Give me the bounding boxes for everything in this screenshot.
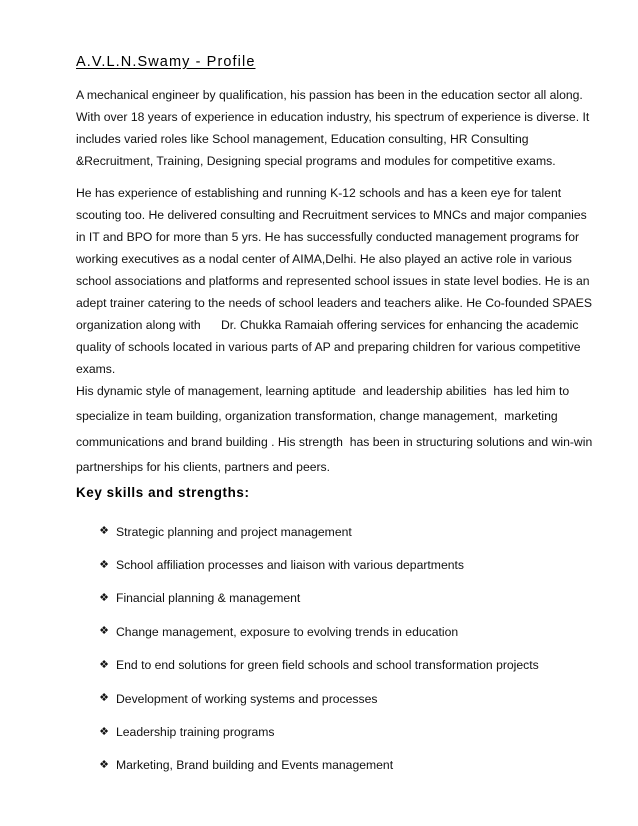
skill-text: Development of working systems and processes — [116, 691, 378, 706]
text-line: His dynamic style of management, learning aptitude and leadership abilities has led him to — [76, 384, 570, 398]
paragraph-style — [76, 379, 593, 480]
text-line: exams. — [76, 362, 116, 376]
text-line: He has experience of establishing and running K-12 schools and has a keen eye for talent — [76, 186, 562, 200]
list-item — [98, 749, 539, 782]
skill-text: End to end solutions for green field schools and school transformation projects — [116, 658, 539, 673]
list-item — [98, 548, 539, 581]
diamond-bullet-icon: ❖ — [99, 625, 109, 638]
text-line: specialize in team building, organization transformation, change management, marketing — [76, 409, 558, 424]
diamond-bullet-icon: ❖ — [99, 525, 109, 538]
text-line: communications and brand building . His strength has been in structuring solutions and win-win — [76, 434, 593, 449]
diamond-bullet-icon: ❖ — [99, 758, 109, 771]
diamond-bullet-icon: ❖ — [99, 558, 109, 571]
skill-text: Strategic planning and project management — [116, 524, 352, 539]
diamond-bullet-icon: ❖ — [99, 692, 109, 705]
skill-text: Marketing, Brand building and Events management — [116, 758, 394, 773]
paragraph-intro — [76, 84, 590, 172]
text-line: partnerships for his clients, partners and peers. — [76, 459, 331, 474]
skill-text: Financial planning & management — [116, 591, 301, 606]
skill-text: School affiliation processes and liaison with various departments — [116, 558, 464, 573]
skills-list — [98, 515, 539, 782]
list-item — [98, 615, 539, 648]
text-line: scouting too. He delivered consulting and Recruitment services to MNCs and major companies — [76, 208, 587, 222]
diamond-bullet-icon: ❖ — [99, 658, 109, 671]
text-line: organization along with Dr. Chukka Ramaiah offering services for enhancing the academic — [76, 318, 579, 332]
text-line: in IT and BPO for more than 5 yrs. He has successfully conducted management programs for — [76, 230, 580, 244]
text-line: school associations and platforms and represented school issues in state level bodies. He is an — [76, 274, 590, 288]
text-line: With over 18 years of experience in education industry, his spectrum of experience is diverse. It — [76, 110, 590, 124]
list-item — [98, 515, 539, 548]
text-line: working executives as a nodal center of AIMA,Delhi. He also played an active role in various — [76, 252, 572, 266]
list-item — [98, 715, 539, 748]
text-line: includes varied roles like School management, Education consulting, HR Consulting — [76, 132, 529, 146]
text-line: quality of schools located in various parts of AP and preparing children for various competitive — [76, 340, 581, 354]
list-item — [98, 682, 539, 715]
list-item — [98, 649, 539, 682]
text-line: &Recruitment, Training, Designing special programs and modules for competitive exams. — [76, 154, 556, 168]
text-line: A mechanical engineer by qualification, his passion has been in the education sector all along. — [76, 88, 583, 102]
diamond-bullet-icon: ❖ — [99, 591, 109, 604]
skills-heading: Key skills and strengths: — [76, 485, 250, 500]
page-title: A.V.L.N.Swamy - Profile — [76, 54, 256, 70]
skill-text: Leadership training programs — [116, 725, 275, 740]
paragraph-experience — [76, 182, 593, 380]
list-item — [98, 582, 539, 615]
diamond-bullet-icon: ❖ — [99, 725, 109, 738]
skill-text: Change management, exposure to evolving trends in education — [116, 624, 459, 639]
text-line: adept trainer catering to the needs of school leaders and teachers alike. He Co-founded SPAES — [76, 296, 593, 310]
